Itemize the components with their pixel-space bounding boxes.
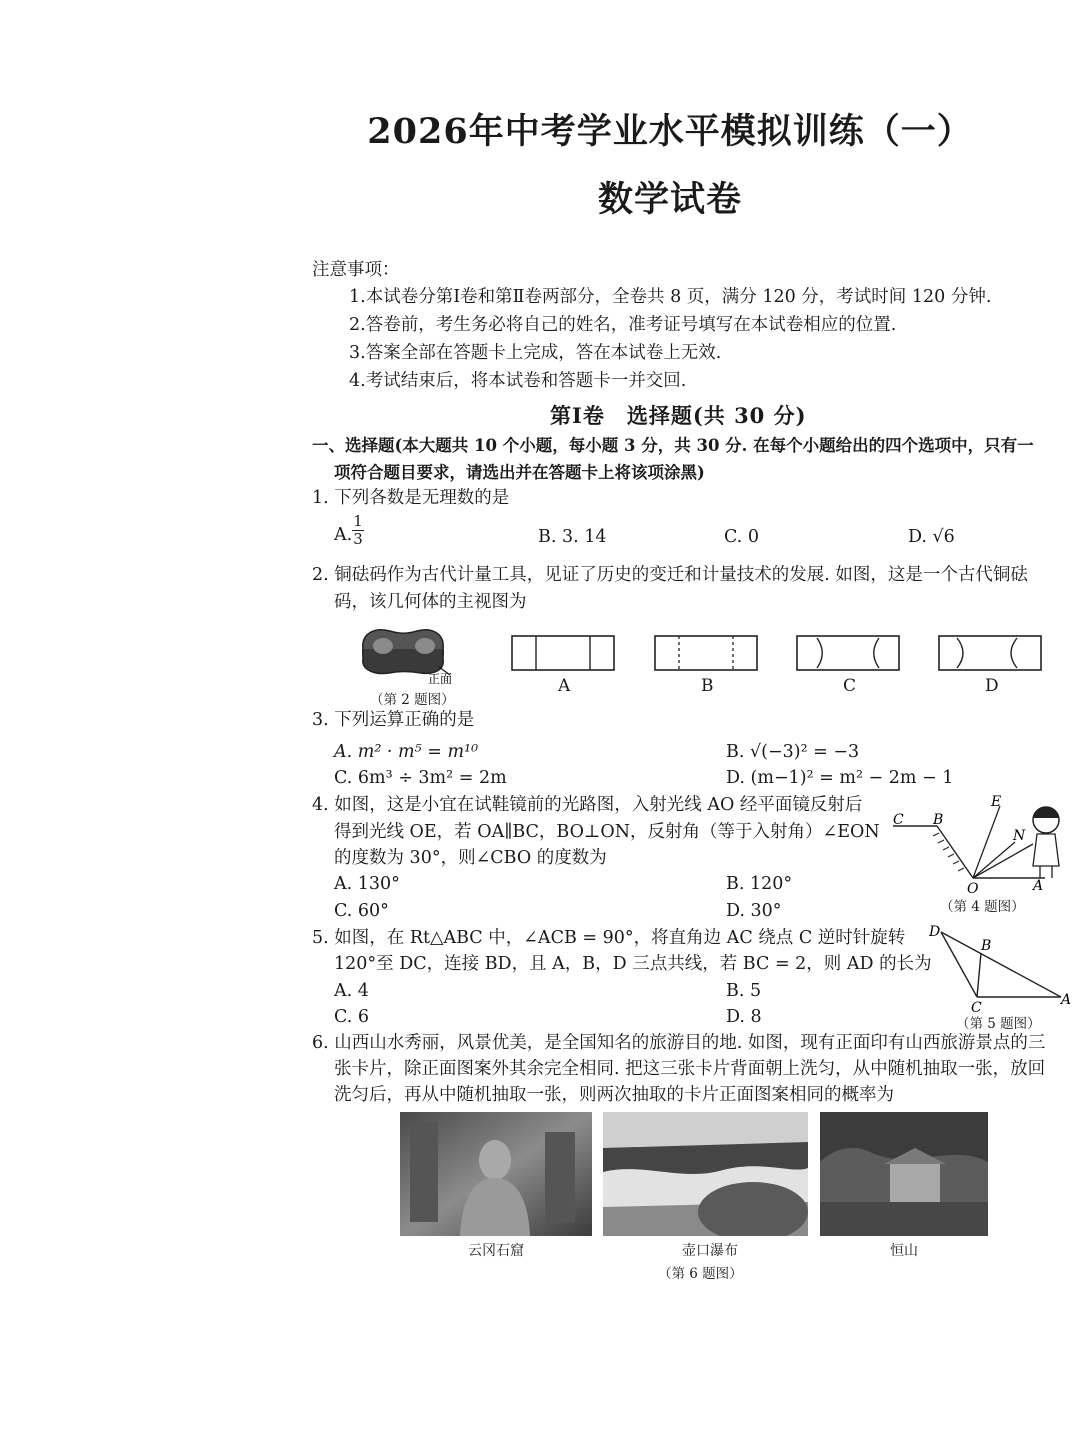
- q2-stem-line1: 2. 铜砝码作为古代计量工具，见证了历史的变迁和计量技术的发展. 如图，这是一个古代铜砝: [312, 565, 1028, 585]
- q4-stem-line1: 4. 如图，这是小宜在试鞋镜前的光路图，入射光线 AO 经平面镜反射后: [312, 795, 863, 815]
- q4-point-b: B: [933, 812, 944, 828]
- q5-point-b: B: [981, 938, 992, 954]
- q4-option-d: D. 30°: [726, 901, 782, 921]
- q4-point-a: A: [1033, 878, 1044, 894]
- q4-point-e: E: [991, 794, 1002, 810]
- q5-stem-line1: 5. 如图，在 Rt△ABC 中，∠ACB = 90°，将直角边 AC 绕点 C 逆时针旋转: [312, 928, 906, 948]
- q4-point-n: N: [1013, 828, 1026, 844]
- q2-figure-caption: （第 2 题图）: [370, 692, 455, 708]
- q2-option-a-label: A: [558, 676, 571, 696]
- q3-stem: 3. 下列运算正确的是: [312, 710, 475, 730]
- q2-option-d-label: D: [985, 676, 999, 696]
- q6-stem-line2: 张卡片，除正面图案外其余完全相同. 把这三张卡片背面朝上洗匀，从中随机抽取一张，放回: [334, 1059, 1046, 1079]
- q6-stem-line3: 洗匀后，再从中随机抽取一张，则两次抽取的卡片正面图案相同的概率为: [334, 1085, 894, 1105]
- q4-option-c: C. 60°: [334, 901, 389, 921]
- notice-item-2: 2.答卷前，考生务必将自己的姓名，准考证号填写在本试卷相应的位置.: [349, 315, 897, 335]
- notice-heading: 注意事项：: [312, 260, 400, 280]
- q4-point-c: C: [893, 812, 904, 828]
- card-hengshan-image: [820, 1112, 988, 1236]
- q4-option-b: B. 120°: [726, 874, 793, 894]
- front-label: 正面: [428, 672, 453, 686]
- part1-instructions-line1: 一、选择题(本大题共 10 个小题，每小题 3 分，共 30 分. 在每个小题给出的四个选项中，只有一: [312, 436, 1034, 455]
- q6-stem-line1: 6. 山西山水秀丽，风景优美，是全国知名的旅游目的地. 如图，现有正面印有山西旅游景点的三: [312, 1033, 1046, 1053]
- q5-stem-line2: 120°至 DC，连接 BD，且 A，B，D 三点共线，若 BC = 2，则 AD 的长为: [334, 954, 932, 974]
- q1-option-a: A. $\frac{1}{3}$: [334, 512, 363, 548]
- q5-option-b: B. 5: [726, 981, 762, 1001]
- q2-view-a: [510, 634, 620, 674]
- q5-triangle-diagram: [925, 922, 1075, 1014]
- exam-title: 2026年中考学业水平模拟训练（一）: [367, 111, 973, 152]
- card-yungang-grottoes-image: [400, 1112, 592, 1236]
- exam-subtitle: 数学试卷: [597, 179, 742, 220]
- q2-stem-line2: 码，该几何体的主视图为: [334, 592, 527, 612]
- q2-view-d: [937, 634, 1047, 674]
- q4-light-path-diagram: [885, 790, 1075, 895]
- q1-option-c: C. 0: [724, 527, 760, 547]
- q2-option-c-label: C: [843, 676, 857, 696]
- card-hukou-label: 壶口瀑布: [682, 1243, 738, 1259]
- q3-option-b: B. √(−3)² = −3: [726, 742, 860, 762]
- q5-figure-caption: （第 5 题图）: [956, 1016, 1041, 1032]
- part1-instructions-line2: 项符合题目要求，请选出并在答题卡上将该项涂黑): [334, 463, 705, 482]
- bronze-weight-figure: [355, 615, 465, 687]
- q1-option-b: B. 3. 14: [538, 527, 607, 547]
- section-title: 第Ⅰ卷 选择题(共 30 分): [550, 403, 807, 428]
- q5-point-d: D: [929, 924, 941, 940]
- q3-option-a: A. m² · m⁵ = m¹⁰: [334, 742, 479, 762]
- card-hukou-waterfall-image: [603, 1112, 808, 1236]
- notice-item-3: 3.答案全部在答题卡上完成，答在本试卷上无效.: [349, 343, 722, 363]
- card-hengshan-label: 恒山: [890, 1243, 918, 1259]
- notice-item-1: 1.本试卷分第Ⅰ卷和第Ⅱ卷两部分，全卷共 8 页，满分 120 分，考试时间 120 分钟.: [349, 287, 992, 307]
- q1-option-d: D. √6: [908, 527, 955, 547]
- q2-view-c: [795, 634, 905, 674]
- card-yungang-label: 云冈石窟: [468, 1243, 524, 1259]
- q5-option-a: A. 4: [334, 981, 369, 1001]
- q5-point-a: A: [1061, 992, 1072, 1008]
- q1-stem: 1. 下列各数是无理数的是: [312, 488, 510, 508]
- q2-view-b: [653, 634, 763, 674]
- q6-figure-caption: （第 6 题图）: [658, 1266, 743, 1282]
- q4-stem-line2: 得到光线 OE，若 OA∥BC，BO⊥ON，反射角（等于入射角）∠EON: [334, 822, 880, 842]
- q4-stem-line3: 的度数为 30°，则∠CBO 的度数为: [334, 848, 607, 868]
- q5-point-c: C: [971, 1000, 982, 1014]
- q3-option-d: D. (m−1)² = m² − 2m − 1: [726, 768, 954, 788]
- q4-option-a: A. 130°: [334, 874, 400, 894]
- notice-item-4: 4.考试结束后，将本试卷和答题卡一并交回.: [349, 371, 687, 391]
- q5-option-c: C. 6: [334, 1007, 370, 1027]
- q4-point-o: O: [967, 881, 979, 895]
- q5-option-d: D. 8: [726, 1007, 762, 1027]
- q3-option-c: C. 6m³ ÷ 3m² = 2m: [334, 768, 507, 788]
- q4-figure-caption: （第 4 题图）: [940, 899, 1025, 915]
- q2-option-b-label: B: [701, 676, 714, 696]
